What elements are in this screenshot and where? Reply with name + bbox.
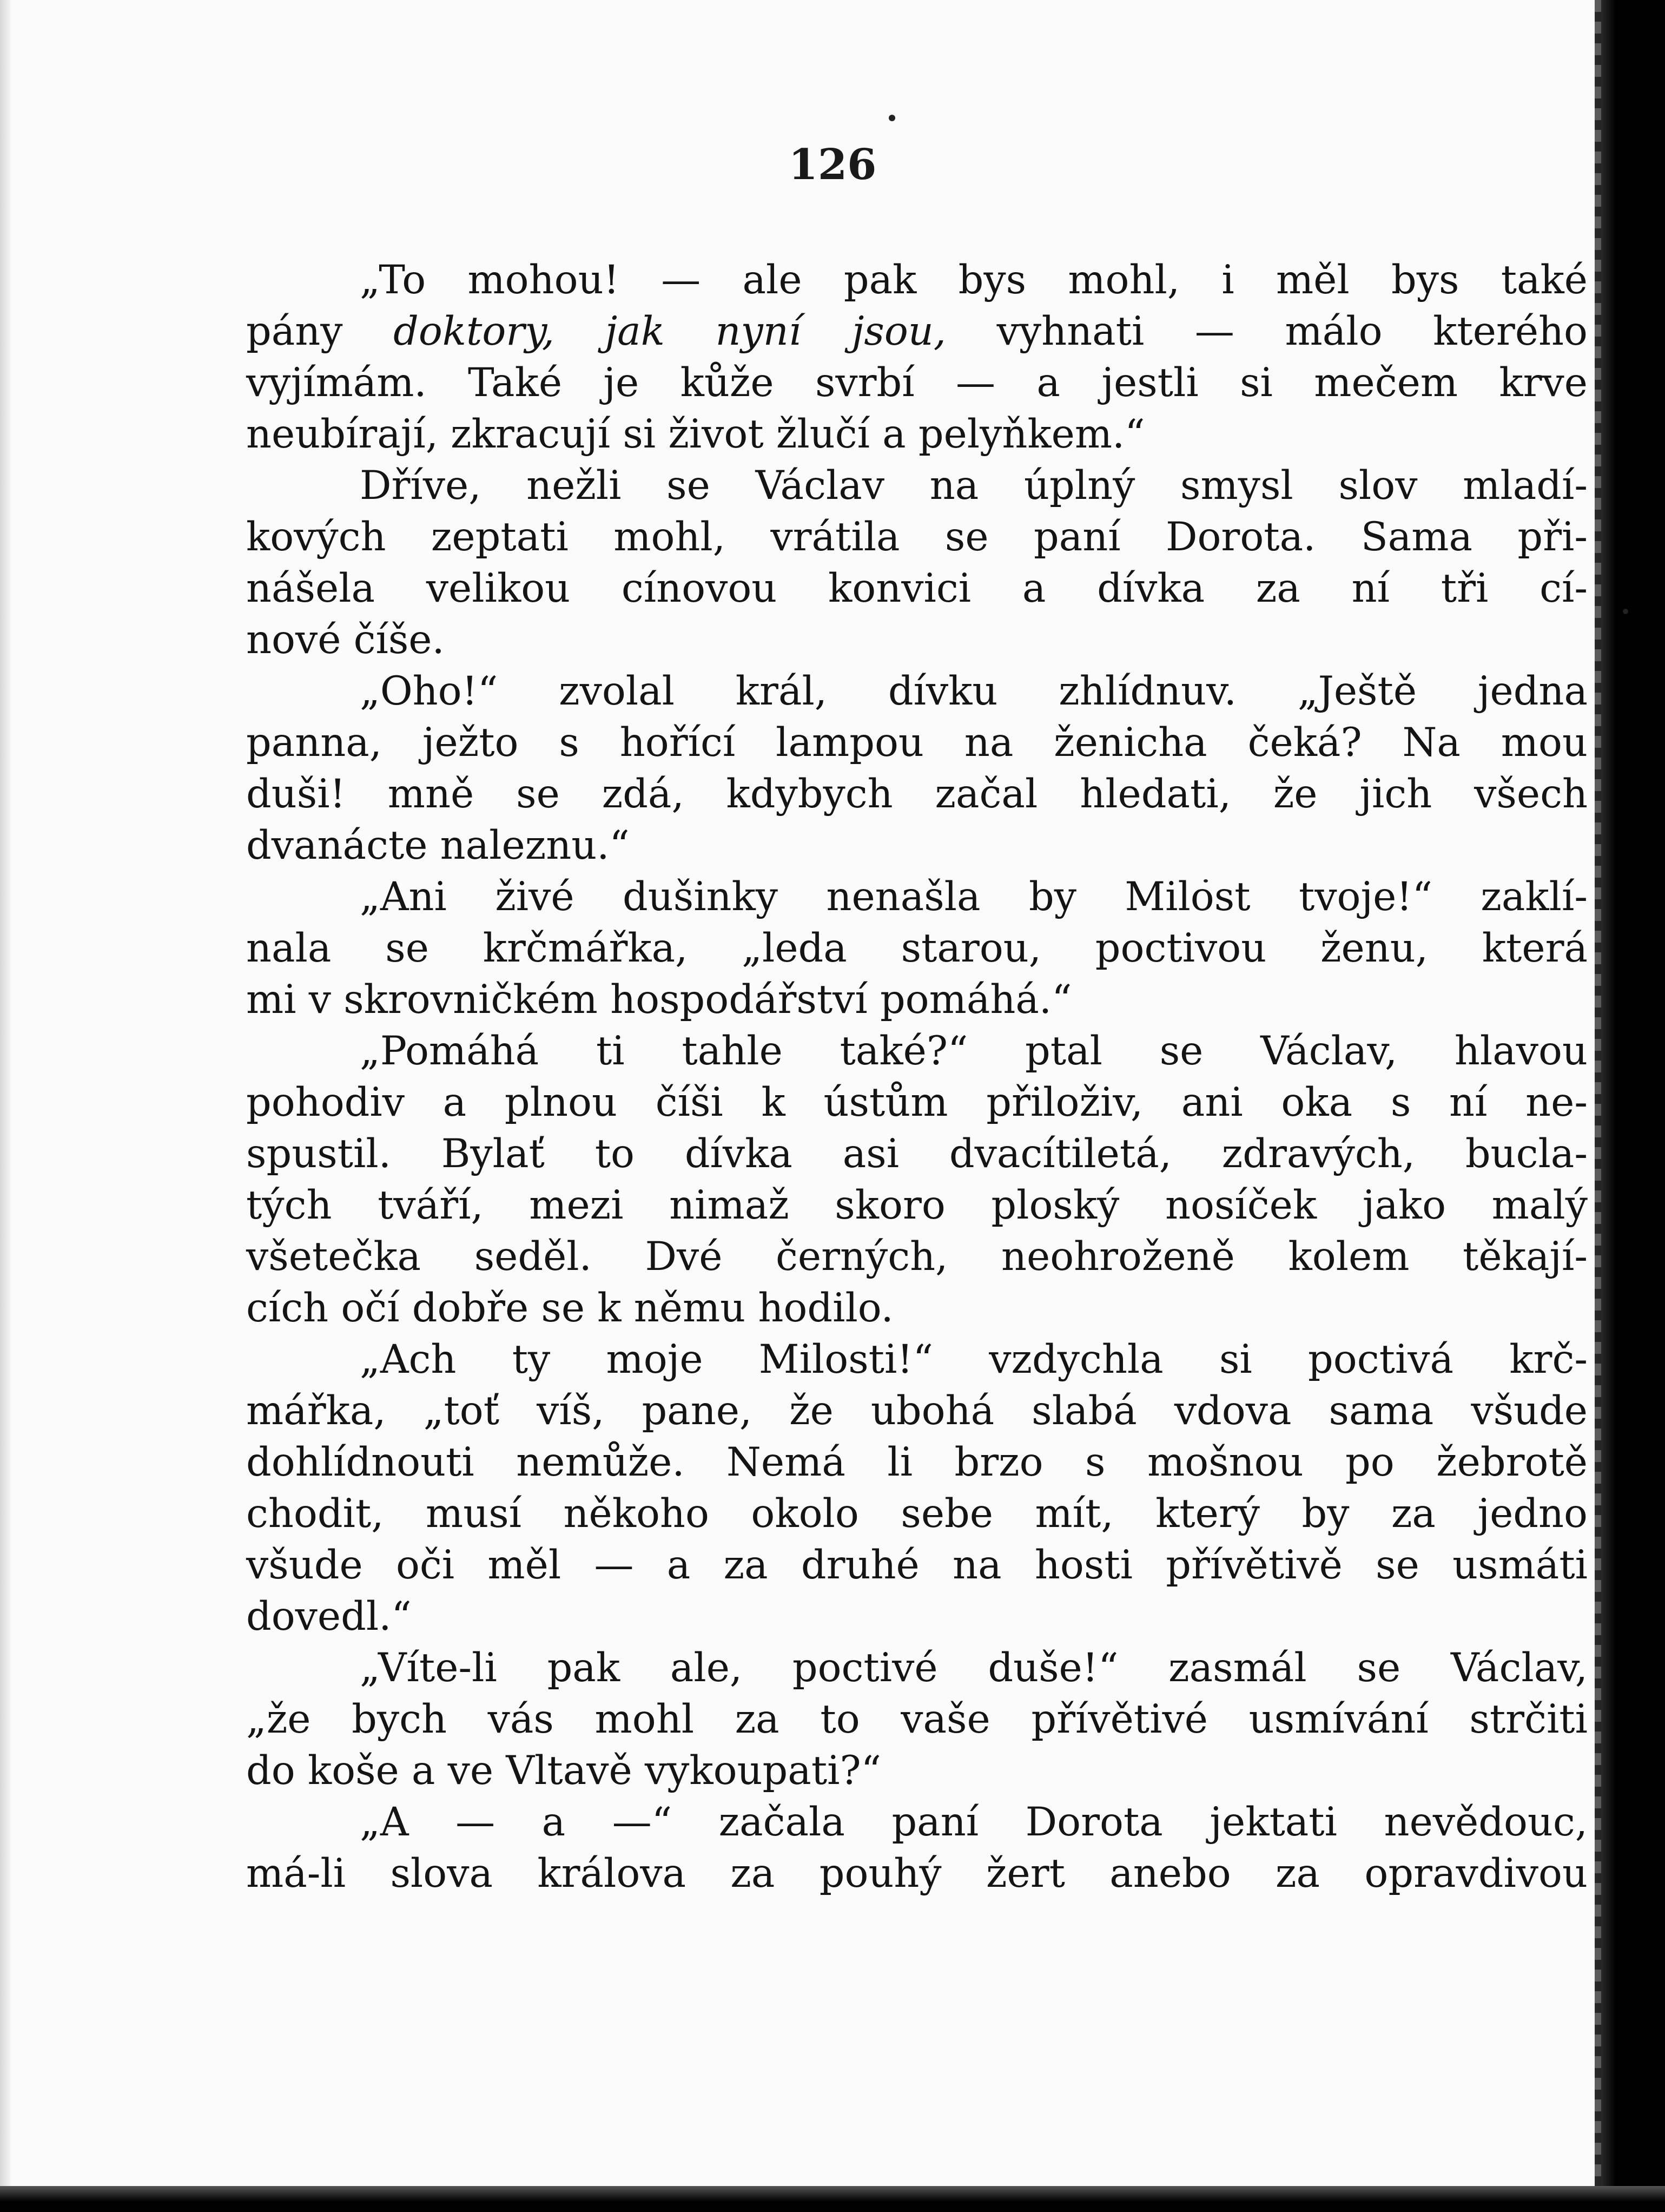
scan-right-border (1595, 0, 1665, 2212)
body-text (246, 254, 1588, 1899)
text-run: všetečka seděl. Dvé černých, neohroženě kolem těkají- (246, 1234, 1588, 1280)
text-run: nala se krčmářka, „leda starou, poctivou ženu, která (246, 925, 1588, 971)
text-line (246, 1282, 1588, 1334)
text-line (246, 1796, 1588, 1848)
text-run: spustil. Bylať to dívka asi dvacítiletá, zdravých, bucla- (246, 1131, 1588, 1177)
text-run: duši! mně se zdá, kdybych začal hledati, že jich všech (246, 771, 1588, 817)
text-run: nové číše. (246, 617, 445, 663)
text-run: tých tváří, mezi nimaž skoro ploský nosíček jako malý (246, 1182, 1588, 1228)
text-line (246, 357, 1588, 409)
text-run: Dříve, nežli se Václav na úplný smysl slov mladí- (360, 463, 1588, 509)
text-run: neubírají, zkracují si život žlučí a pelyňkem.“ (246, 411, 1145, 457)
text-line (246, 409, 1588, 460)
text-run: mářka, „toť víš, pane, že ubohá slabá vdova sama všude (246, 1388, 1588, 1434)
text-line (246, 306, 1588, 357)
text-line (246, 1488, 1588, 1539)
text-run: dvanácte naleznu.“ (246, 822, 630, 868)
text-run: panna, ježto s hořící lampou na ženicha čeká? Na mou (246, 720, 1588, 766)
text-line (246, 1694, 1588, 1745)
text-run: cích očí dobře se k němu hodilo. (246, 1285, 894, 1331)
text-line (246, 460, 1588, 511)
text-run: „Víte-li pak ale, poctivé duše!“ zasmál se Václav, (360, 1645, 1588, 1691)
text-line (246, 1642, 1588, 1694)
text-line (246, 1128, 1588, 1180)
text-line (246, 768, 1588, 820)
page-left-edge (0, 0, 11, 2212)
text-run: vyhnati — málo kterého (946, 308, 1588, 354)
text-line (246, 923, 1588, 974)
text-run: „A — a —“ začala paní Dorota jektati nevědouc, (360, 1799, 1588, 1845)
text-line (246, 1180, 1588, 1231)
text-run: má-li slova králova za pouhý žert anebo za opravdivou (246, 1851, 1588, 1897)
text-line (246, 1385, 1588, 1437)
text-line (246, 1025, 1588, 1077)
text-run: „To mohou! — ale pak bys mohl, i měl bys také (360, 257, 1588, 303)
text-run: všude oči měl — a za druhé na hosti přívětivě se usmáti (246, 1542, 1588, 1588)
text-line (246, 1077, 1588, 1128)
scan-speck (1623, 609, 1628, 614)
text-run: pohodiv a plnou číši k ústům přiloživ, ani oka s ní ne- (246, 1079, 1588, 1125)
page-number: 126 (788, 140, 877, 189)
text-line (246, 820, 1588, 871)
text-run: kových zeptati mohl, vrátila se paní Dorota. Sama při- (246, 514, 1588, 560)
text-line (246, 871, 1588, 923)
text-run: nášela velikou cínovou konvici a dívka za ní tři cí- (246, 565, 1588, 611)
text-line (246, 717, 1588, 768)
text-run: mi v skrovničkém hospodářství pomáhá.“ (246, 977, 1072, 1023)
text-run: do koše a ve Vltavě vykoupati?“ (246, 1748, 881, 1794)
text-line (246, 1334, 1588, 1385)
text-line (246, 511, 1588, 563)
text-run: dovedl.“ (246, 1594, 412, 1640)
text-line (246, 1848, 1588, 1899)
text-line (246, 1591, 1588, 1642)
text-line (246, 1437, 1588, 1488)
text-line (246, 1231, 1588, 1282)
text-line (246, 666, 1588, 717)
scan-bottom-border (0, 2186, 1665, 2212)
text-run: dohlídnouti nemůže. Nemá li brzo s mošnou po žebrotě (246, 1439, 1588, 1485)
text-line (246, 563, 1588, 614)
text-run: „Oho!“ zvolal král, dívku zhlídnuv. „Ještě jedna (360, 668, 1588, 714)
text-run: pány (246, 308, 394, 354)
italic-text-run: doktory, jak nyní jsou, (393, 308, 947, 354)
text-run: „Ani živé dušinky nenašla by Milost tvoje!“ zaklí- (360, 874, 1588, 920)
text-run: chodit, musí někoho okolo sebe mít, který by za jedno (246, 1491, 1588, 1537)
text-run: vyjímám. Také je kůže svrbí — a jestli si mečem krve (246, 360, 1588, 406)
text-run: „Pomáhá ti tahle také?“ ptal se Václav, hlavou (360, 1028, 1588, 1074)
text-line (246, 614, 1588, 666)
text-run: „že bych vás mohl za to vaše přívětivé usmívání strčiti (246, 1696, 1588, 1742)
text-line (246, 254, 1588, 306)
text-line (246, 1745, 1588, 1796)
scan-speck (889, 115, 895, 121)
text-line (246, 974, 1588, 1025)
text-run: „Ach ty moje Milosti!“ vzdychla si poctivá krč- (360, 1337, 1588, 1383)
text-line (246, 1539, 1588, 1591)
